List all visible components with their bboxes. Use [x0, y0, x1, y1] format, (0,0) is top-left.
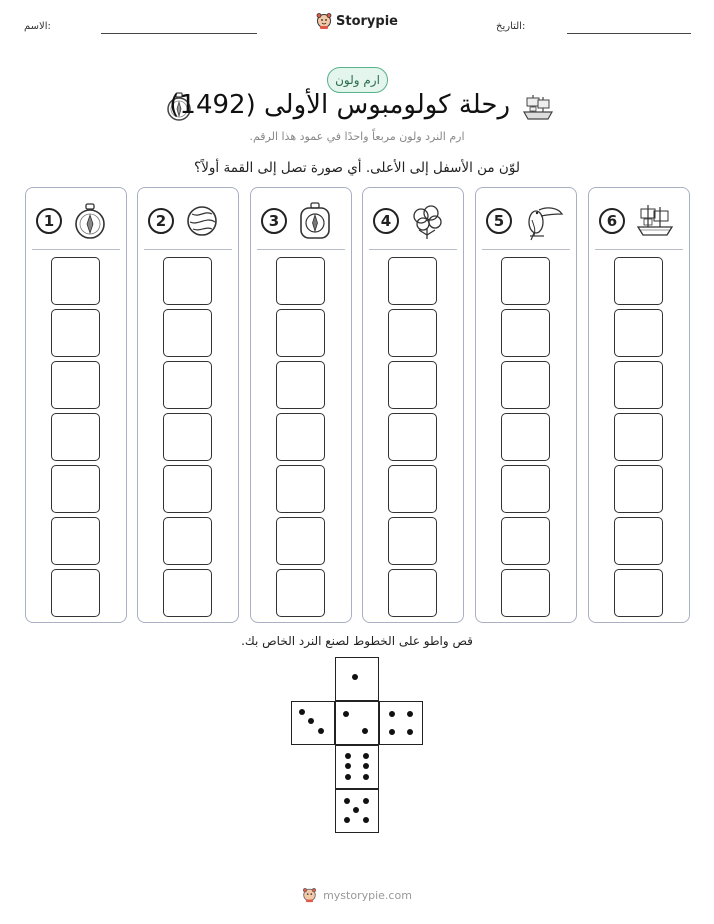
subtitle: ارم النرد ولون مربعاً واحدًا في عمود هذا الرقم. [249, 130, 465, 143]
color-cell[interactable] [163, 517, 212, 565]
race-column-2 [137, 187, 239, 623]
column-header [26, 202, 126, 242]
color-cell[interactable] [388, 413, 437, 461]
die-face-6 [335, 745, 379, 789]
color-cell[interactable] [388, 465, 437, 513]
column-divider [144, 249, 232, 250]
die-pip [345, 763, 351, 769]
die-pip [363, 753, 369, 759]
column-number: 6 [599, 208, 625, 234]
color-cell[interactable] [51, 569, 100, 617]
color-cell[interactable] [163, 413, 212, 461]
color-cell[interactable] [501, 413, 550, 461]
color-cell[interactable] [501, 257, 550, 305]
color-cell[interactable] [163, 569, 212, 617]
die-pip [407, 711, 413, 717]
color-cell[interactable] [614, 361, 663, 409]
brand-name: Storypie [336, 13, 398, 29]
color-cell[interactable] [501, 465, 550, 513]
die-face-2 [335, 701, 379, 745]
die-pip [318, 728, 324, 734]
color-cell[interactable] [501, 517, 550, 565]
column-header [363, 202, 463, 242]
die-pip [343, 711, 349, 717]
die-pip [353, 807, 359, 813]
column-header [476, 202, 576, 242]
color-cell[interactable] [614, 517, 663, 565]
color-cell[interactable] [51, 309, 100, 357]
color-cell[interactable] [51, 257, 100, 305]
color-cell[interactable] [614, 309, 663, 357]
cotton-plant-icon [409, 202, 445, 240]
column-number: 1 [36, 208, 62, 234]
page-title: رحلة كولومبوس الأولى (1492) [169, 90, 510, 120]
color-cell[interactable] [51, 517, 100, 565]
color-cell[interactable] [614, 257, 663, 305]
storypie-mascot-icon [302, 887, 317, 903]
square-compass-icon [297, 202, 333, 240]
color-cell[interactable] [163, 309, 212, 357]
column-divider [32, 249, 120, 250]
color-cell[interactable] [388, 257, 437, 305]
die-pip [363, 763, 369, 769]
storypie-mascot-icon [316, 12, 332, 30]
title-row [0, 90, 714, 130]
color-cell[interactable] [501, 569, 550, 617]
instruction: لوّن من الأسفل إلى الأعلى. أي صورة تصل إلى القمة أولاً؟ [194, 160, 520, 176]
color-cell[interactable] [501, 309, 550, 357]
marble-globe-icon [184, 202, 220, 240]
die-pip [345, 753, 351, 759]
activity-badge: ارم ولون [327, 67, 388, 93]
date-label: التاريخ: [496, 21, 526, 32]
die-pip [363, 774, 369, 780]
date-line [567, 33, 691, 34]
die-face-3 [291, 701, 335, 745]
race-column-3 [250, 187, 352, 623]
brand-logo [0, 12, 714, 30]
compass-icon [72, 202, 108, 240]
toucan-icon [522, 202, 564, 242]
die-pip [344, 798, 350, 804]
color-cell[interactable] [163, 257, 212, 305]
color-cell[interactable] [276, 465, 325, 513]
color-cell[interactable] [614, 569, 663, 617]
color-cell[interactable] [276, 569, 325, 617]
column-divider [595, 249, 683, 250]
ship-icon [635, 202, 675, 240]
race-column-6 [588, 187, 690, 623]
footer-url[interactable]: mystorypie.com [323, 888, 412, 902]
color-cell[interactable] [388, 569, 437, 617]
race-column-1 [25, 187, 127, 623]
color-cell[interactable] [276, 257, 325, 305]
column-divider [482, 249, 570, 250]
color-cell[interactable] [51, 465, 100, 513]
column-header [589, 202, 689, 242]
footer [0, 887, 714, 903]
die-face-4 [379, 701, 423, 745]
race-column-4 [362, 187, 464, 623]
die-pip [389, 711, 395, 717]
race-column-5 [475, 187, 577, 623]
name-line [101, 33, 257, 34]
color-cell[interactable] [388, 361, 437, 409]
column-header [138, 202, 238, 242]
die-pip [308, 718, 314, 724]
color-cell[interactable] [614, 465, 663, 513]
die-pip [345, 774, 351, 780]
die-pip [362, 728, 368, 734]
die-pip [299, 709, 305, 715]
column-number: 2 [148, 208, 174, 234]
color-cell[interactable] [51, 361, 100, 409]
die-pip [352, 674, 358, 680]
color-cell[interactable] [388, 309, 437, 357]
color-cell[interactable] [276, 361, 325, 409]
cut-instruction: قص واطو على الخطوط لصنع النرد الخاص بك. [241, 634, 473, 648]
column-number: 5 [486, 208, 512, 234]
color-cell[interactable] [614, 413, 663, 461]
die-face-1 [335, 657, 379, 701]
color-cell[interactable] [276, 517, 325, 565]
column-number: 3 [261, 208, 287, 234]
column-header [251, 202, 351, 242]
column-divider [257, 249, 345, 250]
die-pip [407, 729, 413, 735]
color-cell[interactable] [163, 465, 212, 513]
column-divider [369, 249, 457, 250]
die-face-5 [335, 789, 379, 833]
die-pip [363, 817, 369, 823]
die-pip [389, 729, 395, 735]
ship-icon [521, 92, 555, 122]
die-pip [363, 798, 369, 804]
color-cell[interactable] [388, 517, 437, 565]
column-number: 4 [373, 208, 399, 234]
color-cell[interactable] [276, 309, 325, 357]
color-cell[interactable] [163, 361, 212, 409]
die-pip [344, 817, 350, 823]
color-cell[interactable] [51, 413, 100, 461]
color-cell[interactable] [501, 361, 550, 409]
color-cell[interactable] [276, 413, 325, 461]
name-label: الاسم: [24, 21, 51, 32]
